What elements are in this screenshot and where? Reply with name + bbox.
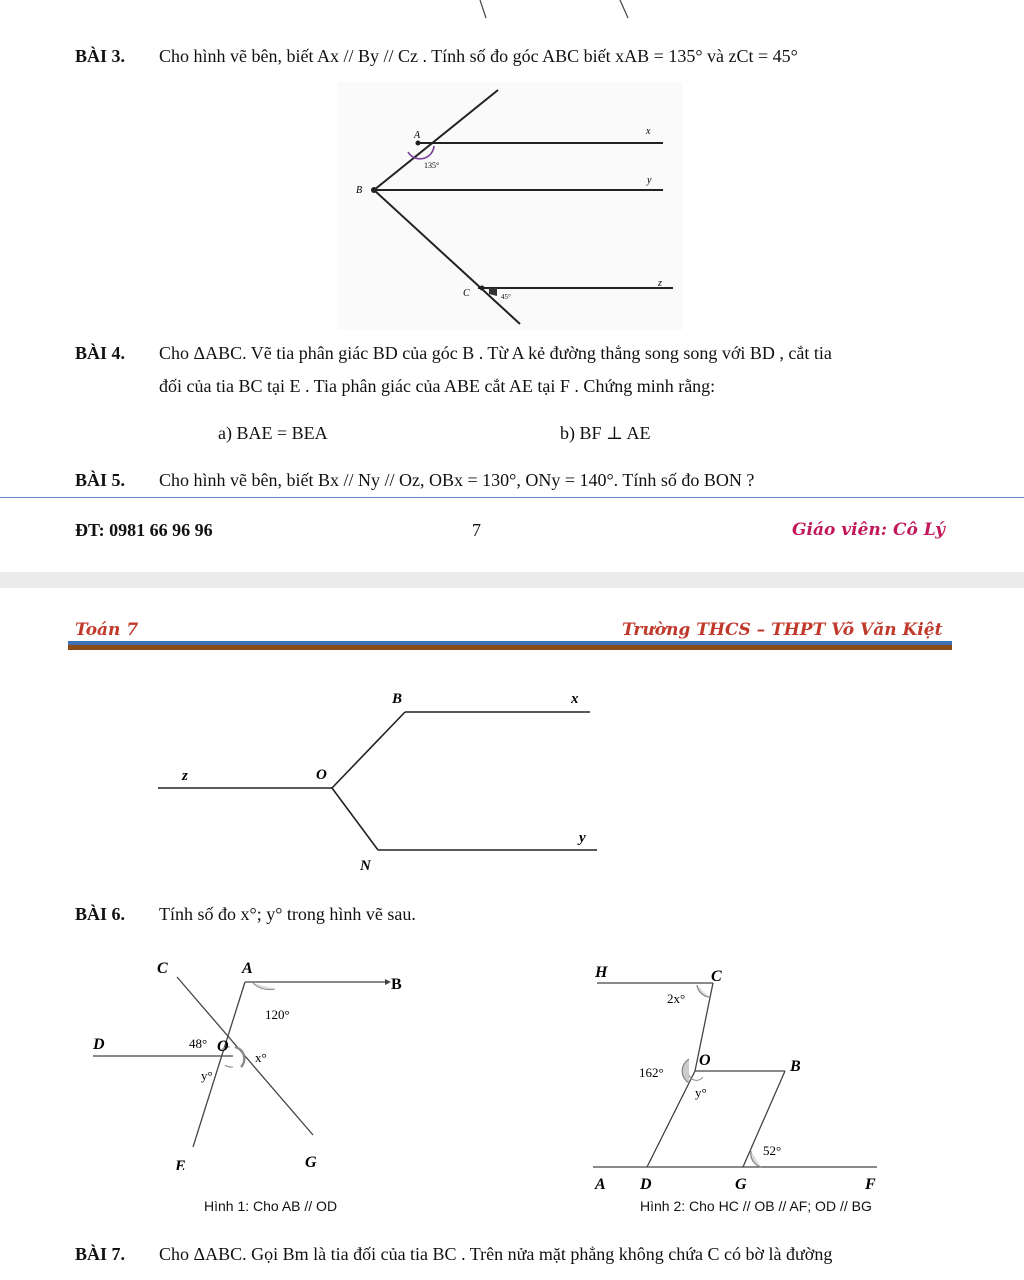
fig2-label-c: C bbox=[711, 968, 722, 985]
fig2-label-a: A bbox=[595, 1176, 606, 1193]
bai3-label-a: A bbox=[414, 130, 421, 141]
fig1-label-g: G bbox=[305, 1154, 317, 1170]
fig1-angle-120: 120° bbox=[265, 1007, 290, 1022]
bai5-label-n: N bbox=[360, 858, 371, 874]
page-top bbox=[0, 0, 1024, 572]
bai3-label-z: z bbox=[658, 278, 662, 289]
fig2-label-b: B bbox=[790, 1058, 801, 1075]
fig2-label-d: D bbox=[640, 1176, 652, 1193]
bai3-text: Cho hình vẽ bên, biết Ax // By // Cz . Tính số đo góc ABC biết xAB = 135° và zCt = 45° bbox=[159, 46, 798, 66]
fig1-angle-y-arc bbox=[225, 1065, 233, 1067]
bai7-text: Cho ΔABC. Gọi Bm là tia đối của tia BC . Trên nửa mặt phẳng không chứa C có bờ là đường bbox=[159, 1244, 833, 1264]
scan-marks bbox=[470, 0, 640, 22]
bai5-label-x: x bbox=[571, 691, 579, 707]
fig2-angle-162: 162° bbox=[639, 1065, 664, 1080]
bai3-label-b: B bbox=[356, 185, 363, 196]
bai5-statement bbox=[75, 470, 754, 491]
fig1-angle-x: x° bbox=[255, 1050, 267, 1065]
fig1-line-ae bbox=[193, 982, 245, 1147]
fig2-angle-2x-arc bbox=[697, 985, 709, 997]
bai3-figure bbox=[338, 82, 683, 330]
fig2-angle-162-arc bbox=[682, 1059, 689, 1083]
fig1-label-a: A bbox=[242, 960, 253, 977]
bai3-angle-45: 45° bbox=[501, 293, 511, 301]
bai5-segment-on bbox=[332, 788, 378, 850]
bai5-label-y: y bbox=[579, 830, 586, 846]
fig1-label-o: O bbox=[217, 1038, 229, 1055]
bai6-statement bbox=[75, 904, 416, 925]
bai3-statement bbox=[75, 46, 798, 67]
fig1-angle-120-arc bbox=[253, 983, 275, 990]
bai4-part-b: b) BF ⊥ AE bbox=[560, 423, 651, 443]
fig1-angle-48: 48° bbox=[189, 1036, 208, 1051]
fig1-label-e: E bbox=[175, 1158, 186, 1170]
bai6-text: Tính số đo x°; y° trong hình vẽ sau. bbox=[159, 904, 416, 924]
fig2-label-h: H bbox=[595, 964, 608, 981]
bai5-label-b: B bbox=[392, 691, 403, 707]
fig1-caption: Hình 1: Cho AB // OD bbox=[204, 1198, 338, 1214]
footer-teacher: Giáo viên: Cô Lý bbox=[792, 520, 945, 540]
fig2-caption: Hình 2: Cho HC // OB // AF; OD // BG bbox=[640, 1198, 872, 1214]
bai3-label: BÀI 3. bbox=[75, 46, 126, 66]
bai4-line1 bbox=[75, 343, 832, 364]
fig1-label-d: D bbox=[93, 1036, 105, 1053]
bai3-label-c: C bbox=[463, 288, 470, 299]
fig1-label-b: B bbox=[391, 976, 402, 993]
bai5-label: BÀI 5. bbox=[75, 470, 126, 490]
fig1-angle-x-arc bbox=[235, 1047, 244, 1067]
footer-page-number: 7 bbox=[472, 520, 481, 540]
bai5-figure bbox=[150, 680, 620, 880]
footer-phone: ĐT: 0981 66 96 96 bbox=[75, 520, 213, 540]
fig2-angle-52-arc bbox=[751, 1151, 761, 1167]
bai5-label-z: z bbox=[182, 768, 188, 784]
header-subject: Toán 7 bbox=[75, 620, 139, 640]
bai6-figure1 bbox=[85, 955, 425, 1170]
footer-rule bbox=[0, 497, 1024, 498]
fig1-angle-y: y° bbox=[201, 1068, 213, 1083]
fig2-label-g: G bbox=[735, 1176, 747, 1193]
bai7-label: BÀI 7. bbox=[75, 1244, 126, 1264]
bai5-segment-bo bbox=[332, 712, 405, 788]
header-bar-brown bbox=[68, 645, 952, 650]
bai7-statement bbox=[75, 1244, 832, 1265]
bai3-label-x: x bbox=[646, 126, 651, 137]
bai4-text1: Cho ΔABC. Vẽ tia phân giác BD của góc B . Từ A kẻ đường thẳng song song với BD , cắt tia bbox=[159, 343, 832, 363]
bai6-figure2 bbox=[585, 955, 895, 1195]
bai6-label: BÀI 6. bbox=[75, 904, 126, 924]
header-school: Trường THCS – THPT Võ Văn Kiệt bbox=[622, 620, 943, 640]
bai5-label-o: O bbox=[316, 767, 327, 783]
fig2-angle-y: y° bbox=[695, 1085, 707, 1100]
page-gap bbox=[0, 572, 1024, 588]
fig2-label-f: F bbox=[865, 1176, 876, 1193]
bai5-text: Cho hình vẽ bên, biết Bx // Ny // Oz, OBx = 130°, ONy = 140°. Tính số đo BON ? bbox=[159, 470, 755, 490]
bai4-line2: đối của tia BC tại E . Tia phân giác của ABE cắt AE tại F . Chứng minh rằng: bbox=[159, 376, 716, 396]
fig2-angle-2x: 2x° bbox=[667, 991, 686, 1006]
fig2-segment-od bbox=[647, 1071, 695, 1167]
fig2-angle-52: 52° bbox=[763, 1143, 782, 1158]
fig2-label-o: O bbox=[699, 1052, 711, 1069]
bai3-angle-135: 135° bbox=[424, 161, 440, 170]
bai4-part-a: a) BAE = BEA bbox=[218, 423, 328, 443]
bai4-label: BÀI 4. bbox=[75, 343, 126, 363]
fig1-label-c: C bbox=[157, 960, 168, 977]
bai3-label-y: y bbox=[647, 175, 652, 186]
